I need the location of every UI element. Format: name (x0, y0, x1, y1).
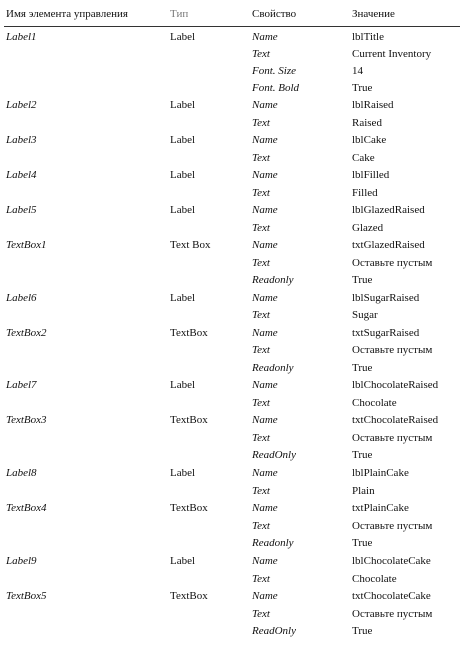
property-value: lblGlazedRaised (352, 204, 425, 216)
property-value: True (352, 449, 373, 461)
property-name: Name (252, 134, 278, 146)
property-name: Text (252, 344, 270, 356)
property-value: lblRaised (352, 99, 394, 111)
property-value: True (352, 537, 373, 549)
property-value: lblCake (352, 134, 387, 146)
property-name: Text (252, 608, 270, 620)
property-name: Readonly (252, 274, 294, 286)
property-value: txtSugarRaised (352, 327, 420, 339)
control-name: TextBox3 (6, 414, 47, 426)
property-name: Text (252, 397, 270, 409)
property-name: Text (252, 117, 270, 129)
control-type: Label (170, 169, 196, 181)
property-name: Text (252, 187, 270, 199)
header-value: Значение (352, 8, 395, 20)
control-name: TextBox4 (6, 502, 47, 514)
table-header (0, 8, 466, 24)
control-name: Label1 (6, 31, 37, 43)
property-value: lblChocolateCake (352, 555, 431, 567)
control-type: TextBox (170, 502, 208, 514)
property-name: Name (252, 502, 278, 514)
property-value: Sugar (352, 309, 378, 321)
property-name: ReadOnly (252, 625, 296, 637)
property-value: txtChocolateRaised (352, 414, 439, 426)
property-name: Name (252, 590, 278, 602)
control-name: Label8 (6, 467, 37, 479)
property-name: Name (252, 414, 278, 426)
header-control-name: Имя элемента управления (6, 8, 128, 20)
header-rule (4, 26, 460, 27)
property-value: lblTitle (352, 31, 384, 43)
control-type: TextBox (170, 414, 208, 426)
property-value: True (352, 82, 373, 94)
control-name: Label2 (6, 99, 37, 111)
property-value: True (352, 625, 373, 637)
property-value: Current Inventory (352, 48, 432, 60)
property-name: Text (252, 152, 270, 164)
property-value: txtPlainCake (352, 502, 409, 514)
property-value: lblPlainCake (352, 467, 409, 479)
header-type: Тип (170, 8, 189, 20)
property-name: Name (252, 204, 278, 216)
property-name: Readonly (252, 537, 294, 549)
control-type: Label (170, 379, 196, 391)
property-value: Оставьте пустым (352, 432, 433, 444)
control-type: Label (170, 31, 196, 43)
control-type: Text Box (170, 239, 211, 251)
property-name: Text (252, 520, 270, 532)
control-name: Label5 (6, 204, 37, 216)
control-type: Label (170, 292, 196, 304)
control-name: TextBox5 (6, 590, 47, 602)
control-name: TextBox2 (6, 327, 47, 339)
property-value: Plain (352, 485, 375, 497)
property-value: Filled (352, 187, 378, 199)
control-type: Label (170, 204, 196, 216)
property-value: Оставьте пустым (352, 344, 433, 356)
control-name: Label6 (6, 292, 37, 304)
property-name: Readonly (252, 362, 294, 374)
property-name: Font. Bold (252, 82, 300, 94)
property-name: Name (252, 555, 278, 567)
property-name: Name (252, 292, 278, 304)
property-value: txtChocolateCake (352, 590, 431, 602)
property-value: lblChocolateRaised (352, 379, 439, 391)
property-name: Text (252, 573, 270, 585)
control-name: Label4 (6, 169, 37, 181)
property-name: ReadOnly (252, 449, 296, 461)
property-name: Text (252, 48, 270, 60)
control-type: Label (170, 99, 196, 111)
property-name: Name (252, 327, 278, 339)
property-name: Text (252, 309, 270, 321)
control-name: Label3 (6, 134, 37, 146)
property-name: Name (252, 467, 278, 479)
property-value: Chocolate (352, 397, 397, 409)
property-value: Оставьте пустым (352, 608, 433, 620)
header-property: Свойство (252, 8, 297, 20)
property-value: True (352, 274, 373, 286)
property-name: Name (252, 379, 278, 391)
control-name: TextBox1 (6, 239, 47, 251)
control-name: Label9 (6, 555, 37, 567)
property-value: True (352, 362, 373, 374)
control-type: Label (170, 134, 196, 146)
property-name: Name (252, 239, 278, 251)
property-value: lblFilled (352, 169, 390, 181)
property-value: Chocolate (352, 573, 397, 585)
property-value: Cake (352, 152, 375, 164)
property-value: 14 (352, 65, 363, 77)
property-name: Text (252, 222, 270, 234)
property-name: Text (252, 257, 270, 269)
property-value: Glazed (352, 222, 384, 234)
property-name: Name (252, 169, 278, 181)
property-value: Raised (352, 117, 382, 129)
property-value: Оставьте пустым (352, 520, 433, 532)
property-name: Text (252, 432, 270, 444)
control-type: TextBox (170, 590, 208, 602)
property-value: Оставьте пустым (352, 257, 433, 269)
control-type: TextBox (170, 327, 208, 339)
property-value: txtGlazedRaised (352, 239, 425, 251)
property-name: Text (252, 485, 270, 497)
property-name: Font. Size (252, 65, 296, 77)
property-value: lblSugarRaised (352, 292, 420, 304)
property-name: Name (252, 99, 278, 111)
control-type: Label (170, 467, 196, 479)
property-name: Name (252, 31, 278, 43)
control-type: Label (170, 555, 196, 567)
control-name: Label7 (6, 379, 37, 391)
